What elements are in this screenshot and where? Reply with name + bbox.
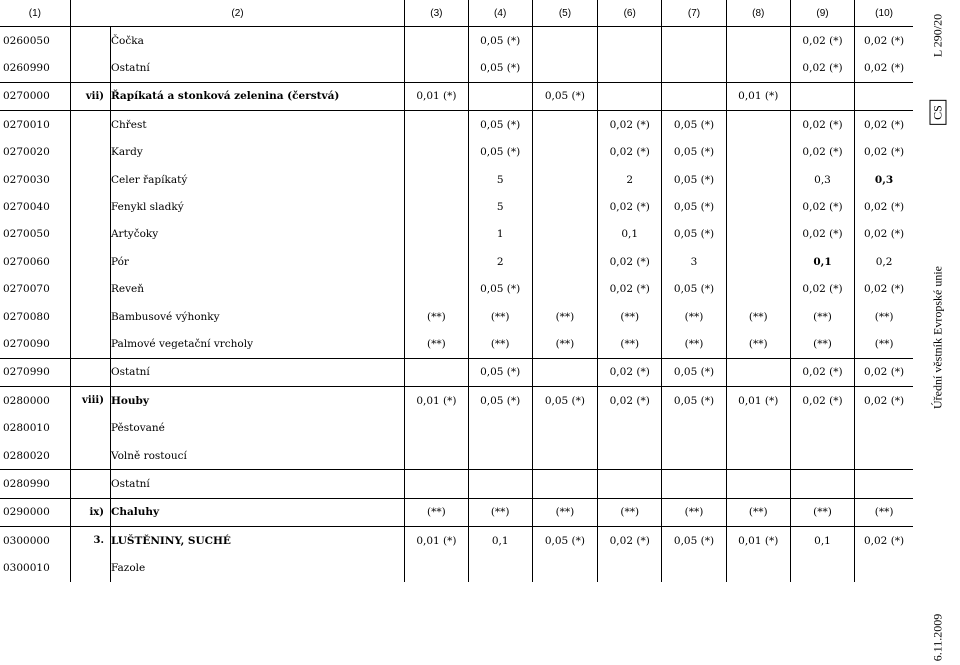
mrl-value-c9: 0,02 (*)	[790, 193, 854, 220]
mrl-value-c9: 0,3	[790, 166, 854, 193]
page-reference: L 290/20	[930, 13, 944, 58]
mrl-value-c8: 0,01 (*)	[726, 387, 790, 415]
mrl-value-c10	[855, 442, 913, 470]
table-row	[0, 554, 913, 581]
mrl-value-c3	[405, 414, 468, 441]
mrl-value-c6	[598, 54, 662, 82]
product-code: 0270090	[0, 330, 70, 358]
mrl-value-c3: 0,01 (*)	[405, 527, 468, 555]
column-header: (6)	[598, 0, 662, 27]
mrl-value-c10: (**)	[874, 310, 894, 323]
mrl-value-c9: (**)	[790, 330, 854, 358]
column-header: (8)	[726, 0, 790, 27]
mrl-value-c9	[790, 414, 854, 441]
mrl-value-c3	[405, 193, 468, 220]
mrl-value-c8	[726, 166, 790, 193]
table-row	[0, 527, 913, 555]
product-code: 0270030	[0, 166, 70, 193]
mrl-value-c6: 0,02 (*)	[598, 111, 662, 139]
language-code: CS	[929, 100, 946, 125]
product-code: 0270020	[0, 139, 70, 166]
table-row	[0, 276, 913, 303]
table-row	[0, 139, 913, 166]
mrl-value-c6: 0,1	[598, 221, 662, 248]
mrl-value-c7: (**)	[662, 330, 726, 358]
mrl-value-c8: (**)	[726, 303, 790, 330]
mrl-value-c3	[405, 54, 468, 82]
product-name: Palmové vegetační vrcholy	[110, 330, 404, 358]
mrl-value-c4: 0,05 (*)	[468, 27, 532, 55]
product-name: Fenykl sladký	[110, 193, 404, 220]
group-number	[70, 330, 110, 358]
mrl-value-c6	[598, 442, 662, 470]
mrl-value-c10: 0,02 (*)	[855, 358, 913, 386]
group-number	[70, 248, 110, 275]
mrl-value-c10	[855, 82, 913, 110]
table-row	[0, 27, 913, 55]
mrl-value-c5: 0,05 (*)	[532, 527, 597, 555]
mrl-value-c6	[598, 27, 662, 55]
group-number	[70, 470, 110, 498]
mrl-value-c7	[662, 442, 726, 470]
mrl-value-c7	[662, 82, 726, 110]
mrl-value-c5	[532, 193, 597, 220]
mrl-value-c4: (**)	[468, 303, 532, 330]
mrl-value-c4	[468, 82, 532, 110]
product-name: Ostatní	[110, 470, 404, 498]
mrl-value-c8	[726, 276, 790, 303]
mrl-value-c7: 0,05 (*)	[662, 387, 726, 415]
table-row	[0, 82, 913, 110]
journal-title: Úřední věstník Evropské unie	[930, 266, 944, 409]
product-name: Chřest	[110, 111, 404, 139]
mrl-value-c6: 0,02 (*)	[598, 387, 662, 415]
mrl-value-c8: 0,01 (*)	[726, 527, 790, 555]
mrl-value-c8	[726, 470, 790, 498]
mrl-value-c4	[468, 442, 532, 470]
mrl-value-c9: 0,1	[790, 248, 854, 275]
journal-sidebar	[915, 0, 960, 665]
mrl-value-c10	[855, 470, 913, 498]
mrl-value-c5	[532, 554, 597, 581]
table-row	[0, 303, 913, 330]
mrl-value-c9: (**)	[790, 303, 854, 330]
mrl-value-c8	[726, 193, 790, 220]
mrl-value-c9	[790, 82, 854, 110]
mrl-value-c8	[726, 442, 790, 470]
group-number	[70, 303, 110, 330]
mrl-value-c10: 0,2	[875, 255, 893, 268]
mrl-value-c5	[532, 166, 597, 193]
mrl-value-c6	[598, 470, 662, 498]
mrl-value-c4: 1	[468, 221, 532, 248]
mrl-value-c8: (**)	[726, 498, 790, 526]
mrl-value-c7: 0,05 (*)	[662, 111, 726, 139]
column-header: (1)	[0, 0, 70, 27]
group-number	[70, 276, 110, 303]
mrl-value-c7: 0,05 (*)	[662, 358, 726, 386]
mrl-value-c4: 0,05 (*)	[468, 139, 532, 166]
mrl-value-c10: 0,02 (*)	[855, 387, 913, 415]
mrl-value-c5: (**)	[532, 330, 597, 358]
table-row	[0, 330, 913, 358]
mrl-value-c10: 0,02 (*)	[855, 527, 913, 555]
product-name: Celer řapíkatý	[110, 166, 404, 193]
mrl-value-c9	[790, 442, 854, 470]
product-code: 0280010	[0, 414, 70, 441]
mrl-value-c7	[662, 54, 726, 82]
product-name: Chaluhy	[110, 498, 404, 526]
mrl-value-c3	[405, 248, 468, 275]
mrl-value-c4: 0,1	[468, 527, 532, 555]
mrl-value-c7: 0,05 (*)	[662, 166, 726, 193]
mrl-value-c6: 0,02 (*)	[598, 139, 662, 166]
mrl-value-c5	[532, 470, 597, 498]
group-number	[70, 358, 110, 386]
group-number	[70, 27, 110, 55]
mrl-value-c4: 0,05 (*)	[468, 387, 532, 415]
mrl-value-c7: (**)	[662, 498, 726, 526]
mrl-value-c7	[662, 470, 726, 498]
mrl-value-c9: 0,02 (*)	[790, 221, 854, 248]
mrl-value-c4	[468, 414, 532, 441]
mrl-value-c4: (**)	[468, 498, 532, 526]
mrl-value-c7	[662, 414, 726, 441]
mrl-value-c5: 0,05 (*)	[532, 387, 597, 415]
mrl-value-c8	[726, 139, 790, 166]
mrl-value-c6: 0,02 (*)	[598, 276, 662, 303]
mrl-value-c3	[405, 470, 468, 498]
group-number	[70, 166, 110, 193]
mrl-value-c5	[532, 139, 597, 166]
mrl-value-c10: 0,02 (*)	[863, 283, 905, 296]
mrl-value-c9: (**)	[790, 498, 854, 526]
mrl-value-c3: (**)	[405, 303, 468, 330]
column-header: (4)	[468, 0, 532, 27]
mrl-value-c5: (**)	[532, 303, 597, 330]
mrl-value-c7	[662, 27, 726, 55]
mrl-value-c9: 0,1	[790, 527, 854, 555]
mrl-value-c6: 0,02 (*)	[598, 527, 662, 555]
mrl-value-c8: (**)	[726, 330, 790, 358]
mrl-value-c8	[726, 554, 790, 581]
mrl-value-c5	[532, 276, 597, 303]
mrl-value-c4: 0,05 (*)	[468, 111, 532, 139]
mrl-value-c10: (**)	[855, 498, 913, 526]
column-header: (9)	[790, 0, 854, 27]
mrl-value-c4	[468, 554, 532, 581]
group-number	[70, 111, 110, 139]
product-code: 0260050	[0, 27, 70, 55]
mrl-value-c4: 5	[468, 166, 532, 193]
mrl-value-c6: 2	[598, 166, 662, 193]
mrl-value-c6: (**)	[598, 498, 662, 526]
mrl-value-c10: 0,02 (*)	[855, 111, 913, 139]
product-code: 0300010	[0, 554, 70, 581]
mrl-value-c5	[532, 27, 597, 55]
mrl-value-c5	[532, 414, 597, 441]
group-number: ix)	[70, 498, 110, 526]
mrl-value-c3: (**)	[405, 330, 468, 358]
mrl-value-c6: 0,02 (*)	[598, 193, 662, 220]
mrl-value-c5	[532, 111, 597, 139]
mrl-value-c8	[726, 358, 790, 386]
mrl-value-c7: 0,05 (*)	[662, 221, 726, 248]
table-row	[0, 414, 913, 441]
mrl-value-c9: 0,02 (*)	[790, 111, 854, 139]
mrl-value-c3	[405, 139, 468, 166]
mrl-value-c10	[855, 414, 913, 441]
column-header: (10)	[855, 0, 913, 27]
product-name: Pór	[110, 248, 404, 275]
mrl-value-c7: 3	[662, 248, 726, 275]
table-row	[0, 498, 913, 526]
mrl-value-c4: 2	[468, 248, 532, 275]
mrl-value-c10: (**)	[874, 337, 894, 350]
mrl-value-c3	[405, 358, 468, 386]
mrl-value-c10: 0,3	[874, 173, 894, 186]
mrl-value-c9: 0,02 (*)	[790, 27, 854, 55]
mrl-value-c4: 0,05 (*)	[468, 276, 532, 303]
table-row	[0, 54, 913, 82]
group-number	[70, 221, 110, 248]
product-name: Čočka	[110, 27, 404, 55]
mrl-value-c7	[662, 554, 726, 581]
product-name: Bambusové výhonky	[110, 303, 404, 330]
product-name: Řapíkatá a stonková zelenina (čerstvá)	[110, 82, 404, 110]
mrl-value-c6: (**)	[598, 303, 662, 330]
product-code: 0270000	[0, 82, 70, 110]
mrl-value-c7: (**)	[662, 303, 726, 330]
product-name: Pěstované	[110, 414, 404, 441]
product-code: 0270070	[0, 276, 70, 303]
mrl-value-c6: 0,02 (*)	[598, 358, 662, 386]
mrl-value-c9: 0,02 (*)	[790, 387, 854, 415]
mrl-value-c10: 0,02 (*)	[855, 27, 913, 55]
mrl-value-c5	[532, 54, 597, 82]
column-header: (2)	[70, 0, 404, 27]
mrl-value-c8	[726, 54, 790, 82]
table-row	[0, 442, 913, 470]
table-row	[0, 248, 913, 275]
mrl-value-c9	[790, 554, 854, 581]
product-code: 0270060	[0, 248, 70, 275]
product-name: Volně rostoucí	[110, 442, 404, 470]
mrl-value-c5	[532, 442, 597, 470]
group-number	[70, 442, 110, 470]
mrl-value-c10: 0,02 (*)	[863, 146, 905, 159]
table-row	[0, 111, 913, 139]
mrl-value-c10: 0,02 (*)	[863, 201, 905, 214]
mrl-value-c3	[405, 166, 468, 193]
mrl-value-c9: 0,02 (*)	[790, 358, 854, 386]
table-row	[0, 358, 913, 386]
mrl-value-c3	[405, 221, 468, 248]
mrl-value-c8	[726, 27, 790, 55]
product-code: 0270040	[0, 193, 70, 220]
mrl-value-c4: (**)	[468, 330, 532, 358]
mrl-value-c6	[598, 414, 662, 441]
mrl-value-c6	[598, 554, 662, 581]
mrl-value-c7: 0,05 (*)	[662, 193, 726, 220]
mrl-value-c4: 0,05 (*)	[468, 54, 532, 82]
table-row	[0, 221, 913, 248]
column-header: (5)	[532, 0, 597, 27]
product-name: LUŠTĚNINY, SUCHÉ	[110, 527, 404, 555]
mrl-value-c5	[532, 221, 597, 248]
group-number	[70, 414, 110, 441]
mrl-value-c10: 0,02 (*)	[863, 228, 905, 241]
mrl-value-c10	[855, 554, 913, 581]
column-header: (3)	[405, 0, 468, 27]
product-name: Kardy	[110, 139, 404, 166]
product-code: 0290000	[0, 498, 70, 526]
mrl-value-c4: 5	[468, 193, 532, 220]
mrl-value-c9	[790, 470, 854, 498]
mrl-value-c6	[598, 82, 662, 110]
mrl-value-c7: 0,05 (*)	[662, 527, 726, 555]
mrl-value-c3: (**)	[405, 498, 468, 526]
mrl-value-c9: 0,02 (*)	[790, 139, 854, 166]
mrl-value-c5: (**)	[532, 498, 597, 526]
mrl-value-c9: 0,02 (*)	[790, 54, 854, 82]
mrl-value-c3: 0,01 (*)	[405, 82, 468, 110]
mrl-value-c8	[726, 414, 790, 441]
group-number: 3.	[70, 527, 110, 555]
table-row	[0, 470, 913, 498]
mrl-value-c7: 0,05 (*)	[662, 139, 726, 166]
product-name: Artyčoky	[110, 221, 404, 248]
mrl-value-c3	[405, 276, 468, 303]
product-code: 0280020	[0, 442, 70, 470]
mrl-value-c5	[532, 248, 597, 275]
mrl-value-c3: 0,01 (*)	[405, 387, 468, 415]
mrl-value-c6: (**)	[598, 330, 662, 358]
mrl-value-c8	[726, 111, 790, 139]
product-code: 0260990	[0, 54, 70, 82]
table-row	[0, 387, 913, 415]
mrl-value-c5	[532, 358, 597, 386]
column-header: (7)	[662, 0, 726, 27]
table-row	[0, 166, 913, 193]
product-name: Reveň	[110, 276, 404, 303]
group-number	[70, 54, 110, 82]
table-row	[0, 193, 913, 220]
product-code: 0270990	[0, 358, 70, 386]
mrl-value-c9: 0,02 (*)	[790, 276, 854, 303]
product-code: 0280990	[0, 470, 70, 498]
mrl-value-c8	[726, 248, 790, 275]
group-number	[70, 193, 110, 220]
product-code: 0280000	[0, 387, 70, 415]
mrl-value-c10: 0,02 (*)	[863, 62, 905, 75]
product-code: 0270080	[0, 303, 70, 330]
product-code: 0270010	[0, 111, 70, 139]
mrl-value-c4	[468, 470, 532, 498]
mrl-value-c8: 0,01 (*)	[726, 82, 790, 110]
group-number	[70, 554, 110, 581]
mrl-value-c5: 0,05 (*)	[532, 82, 597, 110]
product-name: Ostatní	[110, 54, 404, 82]
mrl-value-c6: 0,02 (*)	[598, 248, 662, 275]
mrl-value-c7: 0,05 (*)	[662, 276, 726, 303]
group-number: viii)	[70, 387, 110, 415]
mrl-value-c3	[405, 27, 468, 55]
mrl-value-c3	[405, 442, 468, 470]
product-name: Ostatní	[110, 358, 404, 386]
product-code: 0270050	[0, 221, 70, 248]
mrl-value-c3	[405, 554, 468, 581]
group-number: vii)	[70, 82, 110, 110]
group-number	[70, 139, 110, 166]
mrl-value-c8	[726, 221, 790, 248]
mrl-value-c4: 0,05 (*)	[468, 358, 532, 386]
mrl-value-c3	[405, 111, 468, 139]
publication-date: 6.11.2009	[930, 613, 944, 662]
header-row	[0, 0, 913, 27]
product-name: Houby	[110, 387, 404, 415]
product-code: 0300000	[0, 527, 70, 555]
product-name: Fazole	[110, 554, 404, 581]
